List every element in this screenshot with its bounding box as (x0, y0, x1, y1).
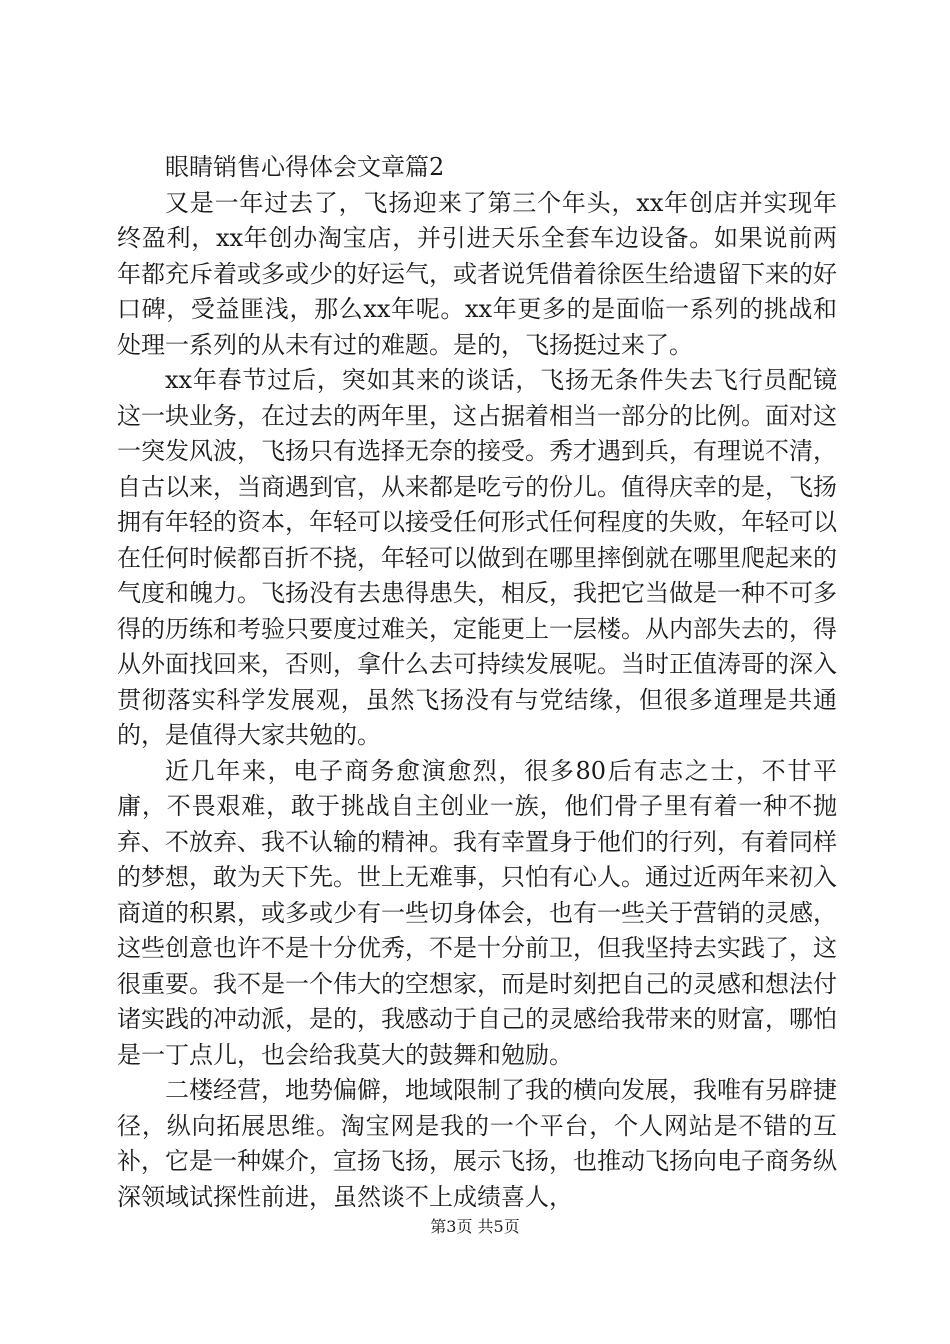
paragraph-3: 近几年来，电子商务愈演愈烈，很多80后有志之士，不甘平庸，不畏艰难，敢于挑战自主创业一族，他们骨子里有着一种不抛弃、不放弃、我不认输的精神。我有幸置身于他们的行列，有着同样的梦想，敢为天下先。世上无难事，只怕有心人。通过近两年来初入商道的积累，或多或少有一些切身体会，也有一些关于营销的灵感，这些创意也许不是十分优秀，不是十分前卫，但我坚持去实践了，这很重要。我不是一个伟大的空想家，而是时刻把自己的灵感和想法付诸实践的冲动派，是的，我感动于自己的灵感给我带来的财富，哪怕是一丁点儿，也会给我莫大的鼓舞和勉励。 (117, 756, 837, 1069)
paragraph-2: xx年春节过后，突如其来的谈话，飞扬无条件失去飞行员配镜这一块业务，在过去的两年里，这占据着相当一部分的比例。面对这一突发风波，飞扬只有选择无奈的接受。秀才遇到兵，有理说不清，自古以来，当商遇到官，从来都是吃亏的份儿。值得庆幸的是，飞扬拥有年轻的资本，年轻可以接受任何形式任何程度的失败，年轻可以在任何时候都百折不挠，年轻可以做到在哪里摔倒就在哪里爬起来的气度和魄力。飞扬没有去患得患失，相反，我把它当做是一种不可多得的历练和考验只要度过难关，定能更上一层楼。从内部失去的，得从外面找回来，否则，拿什么去可持续发展呢。当时正值涛哥的深入贯彻落实科学发展观，虽然飞扬没有与党结缘，但很多道理是共通的，是值得大家共勉的。 (117, 366, 837, 749)
page-number-footer: 第3页 共5页 (430, 1217, 520, 1236)
paragraph-4: 二楼经营，地势偏僻，地域限制了我的横向发展，我唯有另辟捷径，纵向拓展思维。淘宝网是我的一个平台，个人网站是不错的互补，它是一种媒介，宣扬飞扬，展示飞扬，也推动飞扬向电子商务纵深领域试探性前进，虽然谈不上成绩喜人， (117, 1076, 837, 1211)
paragraph-1: 又是一年过去了，飞扬迎来了第三个年头，xx年创店并实现年终盈利，xx年创办淘宝店，并引进天乐全套车边设备。如果说前两年都充斥着或多或少的好运气，或者说凭借着徐医生给遗留下来的好口碑，受益匪浅，那么xx年呢。xx年更多的是面临一系列的挑战和处理一系列的从未有过的难题。是的，飞扬挺过来了。 (117, 188, 837, 359)
document-body (117, 150, 837, 1215)
article-title: 眼睛销售心得体会文章篇2 (165, 153, 445, 181)
